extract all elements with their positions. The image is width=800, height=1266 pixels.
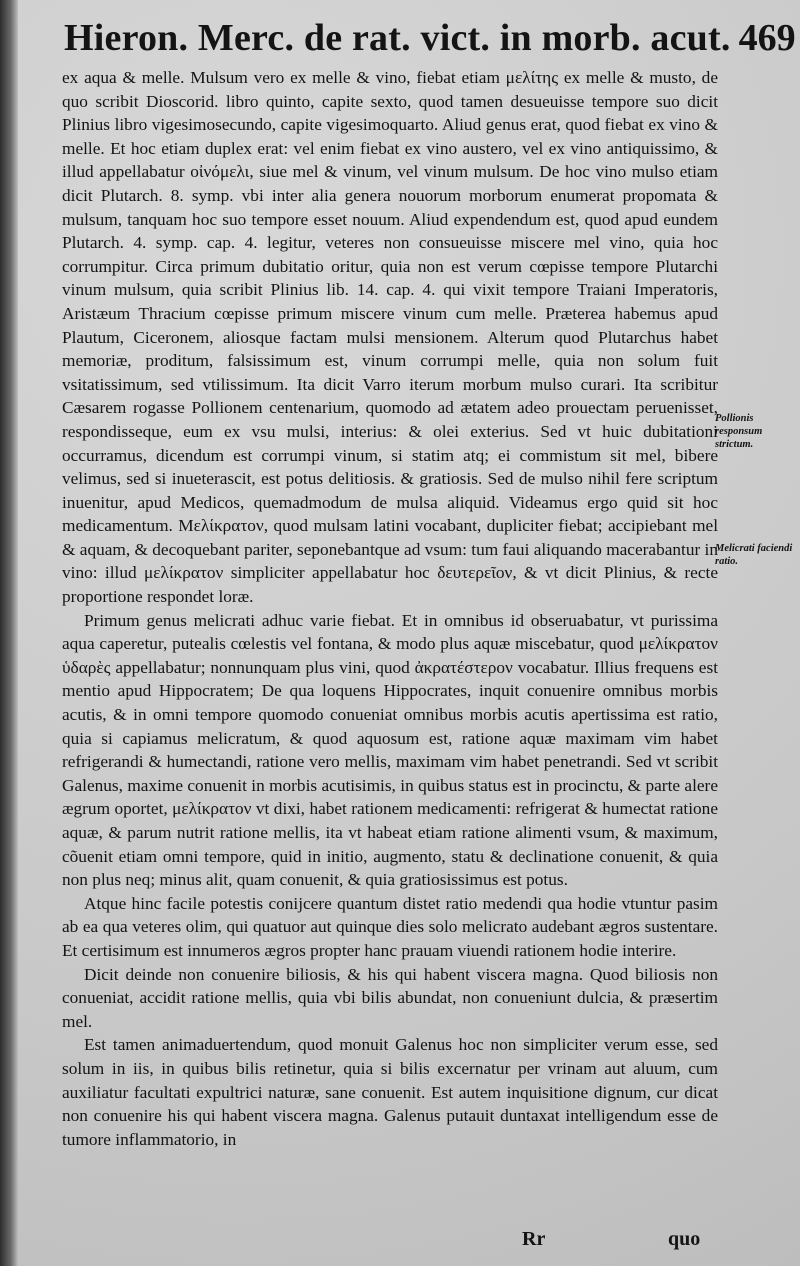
paragraph-3: Atque hinc facile potestis conijcere quantum distet ratio medendi qua hodie vtuntur pasim ab ea qua veteres olim, qui quatuor aut quinque dies solo melicrato audebant ægros sustentare. Et certisimum est innumeros ægros propter hanc prauam viuendi rationem hodie interire.: [62, 893, 718, 960]
signature-mark: Rr: [522, 1228, 546, 1250]
margin-note-pollio: Pollionis responsum strictum.: [715, 413, 763, 450]
catchword: quo: [668, 1228, 701, 1250]
margin-note-melicrati: Melicrati faciendi ratio.: [715, 543, 793, 567]
page-header: [64, 10, 796, 60]
paragraph-1: ex aqua & melle. Mulsum vero ex melle & vino, fiebat etiam μελίτης ex melle & musto, de quo scribit Dioscorid. libro quinto, capite sexto, quod tamen desueuisse tempore suo dicit Plinius libro vigesimosecundo, capite vigesimoquarto. Aliud genus erat, quod fiebat ex vino & melle. Et hoc etiam duplex erat: vel enim fiebat ex vino austero, vel ex vino antiquissimo, & illud appellabatur οἰνόμελι, siue mel & vinum, vel vinum mulsum. De hoc vino mulso etiam dicit Plutarch. 8. symp. vbi inter alia genera nouorum morborum enumerat propomata & mulsum, tanquam hoc suo tempore esset nouum. Aliud expendendum est, quod apud eundem Plutarch. 4. symp. cap. 4. legitur, veteres non consueuisse miscere mel vino, quia hoc corrumpitur. Circa primum dubitatio oritur, quia non est verum cœpisse tempore Plutarchi vinum mulsum, quia scribit Plinius lib. 14. cap. 4. qui vixit tempore Traiani Imperatoris, Aristæum Thracium cœpisse primum miscere vinum cum melle. Præterea habemus apud Plautum, Ciceronem, aliosque factam mulsi mensionem. Alterum quod Plutarchus habet memoriæ, proditum, falsissimum est, vinum corrumpi melle, quia non solum fuit vsitatissimum, sed vtilissimum. Ita dicit Varro iterum morbum mulso curari. Ita scribitur Cæsarem rogasse Pollionem centenarium, quomodo ad ætatem adeo prouectam peruenisset, respondisseque, eum ex vsu mulsi, interius: & olei exterius. Sed vt huic dubitationi occurramus, dicendum est corrumpi vinum, si statim atq; ei commistum sit mel, bibere velimus, sed si inueterascit, est potus delitiosis. & gratiosis. Sed de mulso nihil fere scriptum inuenitur, apud Medicos, quemadmodum de mulsa aliquid. Videamus ergo quid sit hoc medicamentum. Μελίκρατον, quod mulsam latini vocabant, dupliciter fiebat; accipiebant mel & aquam, & decoquebant pariter, seponebantque ad vsum: tum faui aliquando macerabantur in vino: illud μελίκρατον simpliciter appellabatur hoc δευτερεῖον, & vt dicit Plinius, & recte proportione respondet loræ.: [62, 68, 718, 607]
paragraph-4: Dicit deinde non conuenire biliosis, & his qui habent viscera magna. Quod biliosis non conueniat, accidit ratione mellis, quia vbi bilis abundat, non conueniunt dulcia, & præsertim mel.: [62, 964, 718, 1031]
body-text: [62, 66, 718, 1151]
page-number: 469: [738, 17, 796, 59]
paragraph-5: Est tamen animaduertendum, quod monuit Galenus hoc non simpliciter verum esse, sed solum in iis, in quibus bilis retinetur, quia si bilis excernatur per vrinam aut aluum, cum auxiliatur facultati expultrici naturæ, sane conuenit. Est autem inquisitione dignum, cur dicat non conuenire his qui habent viscera magna. Galenus putauit duntaxat intelligendum esse de tumore inflammatorio, in: [62, 1035, 718, 1149]
paragraph-2: Primum genus melicrati adhuc varie fiebat. Et in omnibus id obseruabatur, vt purissima aqua caperetur, putealis cœlestis vel fontana, & modo plus aquæ miscebatur, quod μελίκρατον ὑδαρὲς appellabatur; nonnunquam plus vini, quod ἀκρατέστερον vocabatur. Illius frequens est mentio apud Hippocratem; De qua loquens Hippocrates, inquit conuenire omnibus morbis acutis, & in omni tempore quomodo conueniat omnibus morbis acutis apertissima est ratio, quia si capiamus melicratum, & quod aquosum est, ratione aquæ maximam vim habet refrigerandi & humectandi, ratione vero mellis, maximam vim habet penetrandi. Sed vt scribit Galenus, maxime conuenit in morbis acutisimis, in quibus status est in procinctu, & parte alere ægrum oportet, μελίκρατον vt dixi, habet rationem medicamenti: refrigerat & humectat ratione aquæ, & parum nutrit ratione mellis, ita vt habeat etiam ratione alimenti vsum, & maximum, cõuenit etiam omni tempore, quid in initio, augmento, statu & declinatione conuenit, & quia non plus neq; minus alit, quam conuenit, & quia gratiosissimus est potus.: [62, 610, 718, 890]
running-title: Hieron. Merc. de rat. vict. in morb. acut.: [64, 17, 731, 59]
page-binding-shadow: [0, 0, 18, 1266]
